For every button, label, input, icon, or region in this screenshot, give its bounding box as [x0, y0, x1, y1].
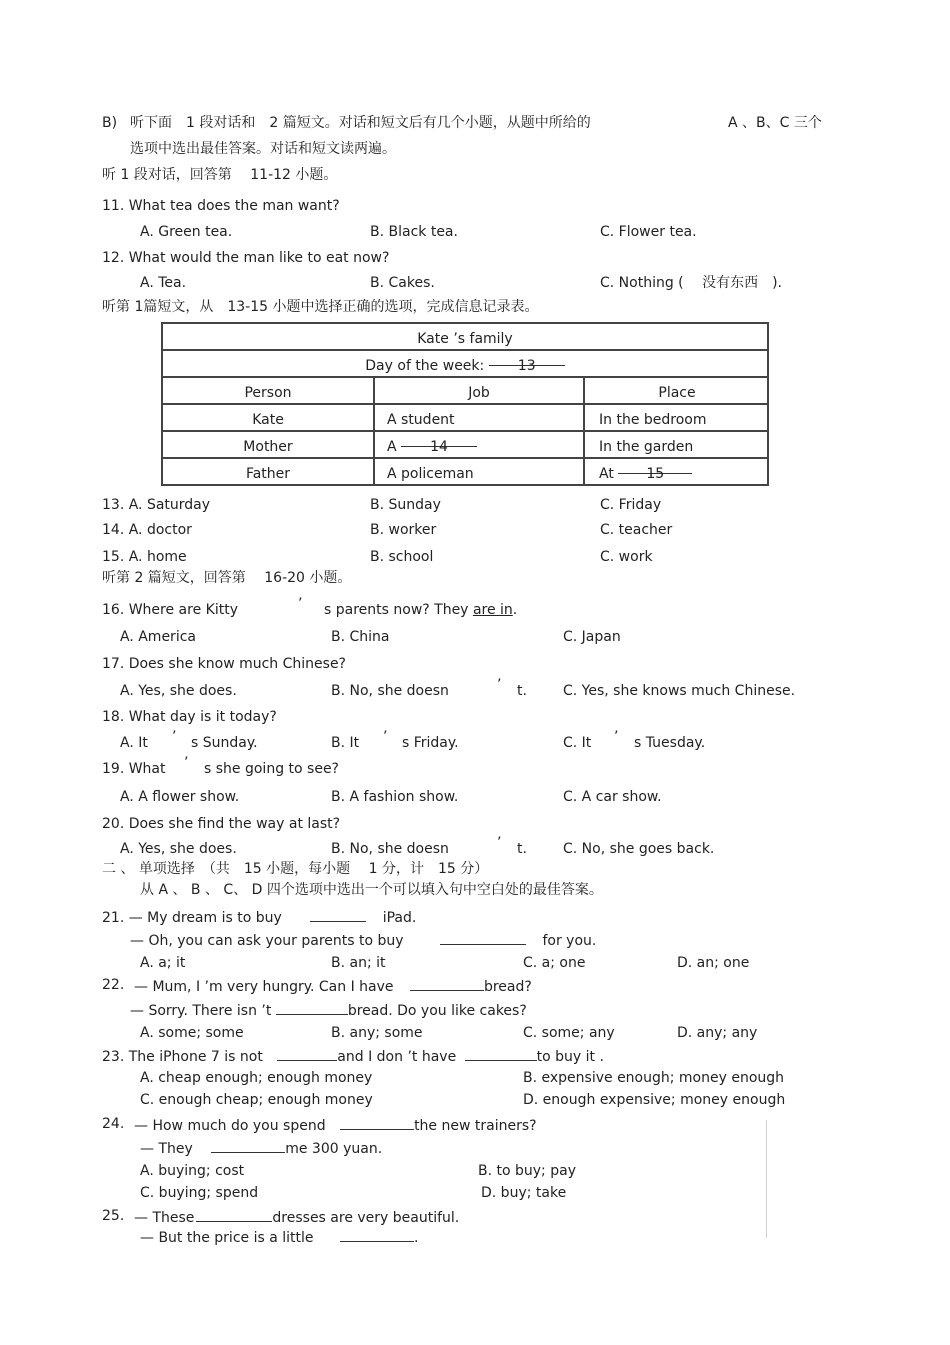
- q14-option-c: C. teacher: [600, 522, 673, 538]
- section-b-label: B): [102, 115, 118, 131]
- q21-line2-text: — Oh, you can ask your parents to buy: [130, 933, 404, 949]
- q21-option-c: C. a; one: [523, 955, 586, 971]
- header-person: Person: [163, 378, 375, 403]
- q17-option-a: A. Yes, she does.: [120, 683, 237, 699]
- q22-line1-text: — Mum, I ’m very hungry. Can I have: [134, 979, 394, 995]
- q16-stem-a: 16. Where are Kitty: [102, 602, 238, 618]
- q23-option-c: C. enough cheap; enough money: [140, 1092, 373, 1108]
- q25-line1-end: dresses are very beautiful.: [272, 1210, 460, 1226]
- q24-option-a: A. buying; cost: [140, 1163, 245, 1179]
- section-b-instruction-line2: 选项中选出最佳答案。对话和短文读两遍。: [130, 141, 396, 157]
- q19-apostrophe: ’: [184, 755, 189, 771]
- q16-stem-b: [324, 601, 517, 619]
- q24-line2: [140, 1138, 382, 1158]
- q19-option-a: A. A flower show.: [120, 789, 240, 805]
- q22-blank-2: [276, 1000, 348, 1015]
- q21-blank-1: [310, 907, 366, 922]
- q22-option-d: D. any; any: [677, 1025, 758, 1041]
- q17-option-b: B. No, she doesn: [331, 683, 449, 699]
- q23-stem: [102, 1046, 604, 1066]
- q18-option-a-end: s Sunday.: [191, 735, 258, 751]
- q24-number: 24.: [102, 1116, 125, 1132]
- q23-blank-2: [465, 1046, 537, 1061]
- q22-option-c: C. some; any: [523, 1025, 615, 1041]
- q20-option-b: B. No, she doesn: [331, 841, 449, 857]
- q16-stem-text: s parents now? They: [324, 602, 469, 618]
- day-label: Day of the week:: [365, 358, 485, 374]
- q21-line1-text: 21. — My dream is to buy: [102, 910, 282, 926]
- q23-blank-1: [277, 1046, 337, 1061]
- q23-option-a: A. cheap enough; enough money: [140, 1070, 373, 1086]
- table-row: [163, 459, 767, 484]
- q21-option-b: B. an; it: [331, 955, 386, 971]
- passage1-intro: 听第 1篇短文，从 13-15 小题中选择正确的选项，完成信息记录表。: [102, 299, 539, 315]
- q11-option-c: C. Flower tea.: [600, 224, 697, 240]
- place-cell: In the bedroom: [599, 412, 707, 428]
- q16-option-c: C. Japan: [563, 629, 621, 645]
- q20-option-b-end: t.: [517, 841, 527, 857]
- place-cell: In the garden: [599, 439, 694, 455]
- q25-line2: [140, 1227, 418, 1247]
- q18-option-c: C. It: [563, 735, 592, 751]
- q25-number: 25.: [102, 1208, 125, 1224]
- q21-blank-2: [440, 930, 526, 945]
- q16-stem-end: .: [512, 602, 518, 618]
- q20-apostrophe: ’: [497, 835, 502, 851]
- q24-blank-1: [340, 1115, 414, 1130]
- q20-option-c: C. No, she goes back.: [563, 841, 715, 857]
- q15-option-a: 15. A. home: [102, 549, 187, 565]
- q15-option-c: C. work: [600, 549, 653, 565]
- q16-option-b: B. China: [331, 629, 390, 645]
- q13-option-a: 13. A. Saturday: [102, 497, 211, 513]
- q18-apostrophe-b: ’: [383, 729, 388, 745]
- q11-option-a: A. Green tea.: [140, 224, 233, 240]
- part2-instruction: 从 A 、 B 、 C、 D 四个选项中选出一个可以填入句中空白处的最佳答案。: [140, 882, 603, 898]
- q22-line2: [130, 1000, 527, 1020]
- q18-option-b-end: s Friday.: [402, 735, 459, 751]
- q21-line2-end: for you.: [542, 933, 597, 949]
- q13-option-c: C. Friday: [600, 497, 662, 513]
- q18-option-a: A. It: [120, 735, 148, 751]
- q24-line1-text: — How much do you spend: [134, 1118, 326, 1134]
- q19-stem-a: 19. What: [102, 761, 166, 777]
- q25-line1-text: — These: [134, 1210, 195, 1226]
- q22-line1-end: bread?: [483, 979, 532, 995]
- info-record-table: [161, 322, 769, 486]
- q23-option-d: D. enough expensive; money enough: [523, 1092, 786, 1108]
- q17-stem: 17. Does she know much Chinese?: [102, 656, 346, 672]
- q14-option-a: 14. A. doctor: [102, 522, 192, 538]
- q25-blank-2: [340, 1227, 414, 1242]
- q25-line1: [134, 1207, 459, 1227]
- q15-option-b: B. school: [370, 549, 434, 565]
- q21-option-a: A. a; it: [140, 955, 186, 971]
- q24-line2-end: me 300 yuan.: [285, 1141, 383, 1157]
- q24-blank-2: [211, 1138, 285, 1153]
- dialog-intro: 听 1 段对话，回答第 11-12 小题。: [102, 167, 338, 183]
- q24-line1-end: the new trainers?: [414, 1118, 537, 1134]
- section-b-choices-label: A 、B、C 三个: [728, 115, 822, 131]
- q23-stem-b: and I don ’t have: [337, 1049, 457, 1065]
- q19-stem-b: s she going to see?: [204, 761, 339, 777]
- q17-apostrophe: ’: [497, 677, 502, 693]
- q25-line2-text: — But the price is a little: [140, 1230, 314, 1246]
- table-row: [163, 405, 767, 432]
- q17-option-c: C. Yes, she knows much Chinese.: [563, 683, 796, 699]
- q18-option-b: B. It: [331, 735, 360, 751]
- q16-option-a: A. America: [120, 629, 196, 645]
- q16-underlined: are in: [472, 602, 513, 618]
- table-title: Kate ’s family: [417, 331, 513, 347]
- q22-blank-1: [410, 976, 484, 991]
- q18-stem: 18. What day is it today?: [102, 709, 277, 725]
- place-blank-15: 15: [618, 459, 692, 474]
- header-place: Place: [658, 385, 696, 401]
- q11-stem: 11. What tea does the man want?: [102, 198, 340, 214]
- q24-option-b: B. to buy; pay: [478, 1163, 576, 1179]
- q13-option-b: B. Sunday: [370, 497, 441, 513]
- q21-line2: [130, 930, 596, 950]
- place-prefix: At: [599, 466, 614, 482]
- q24-option-c: C. buying; spend: [140, 1185, 259, 1201]
- q22-option-a: A. some; some: [140, 1025, 244, 1041]
- q22-line2-end: bread. Do you like cakes?: [347, 1003, 527, 1019]
- part2-title: 二 、 单项选择 （共 15 小题，每小题 1 分，计 15 分）: [102, 861, 489, 877]
- q24-line2-text: — They: [140, 1141, 193, 1157]
- q18-option-c-end: s Tuesday.: [634, 735, 706, 751]
- job-prefix: A: [387, 439, 397, 455]
- job-cell: A policeman: [375, 459, 585, 484]
- q22-line1: [134, 976, 532, 996]
- person-cell: Kate: [163, 405, 375, 430]
- q25-line2-end: .: [413, 1230, 419, 1246]
- q19-option-b: B. A fashion show.: [331, 789, 459, 805]
- q23-option-b: B. expensive enough; money enough: [523, 1070, 785, 1086]
- q23-stem-c: to buy it .: [536, 1049, 604, 1065]
- q21-line1-end: iPad.: [382, 910, 417, 926]
- q22-option-b: B. any; some: [331, 1025, 423, 1041]
- job-cell: [375, 432, 585, 457]
- q20-option-a: A. Yes, she does.: [120, 841, 237, 857]
- q24-option-d: D. buy; take: [481, 1185, 567, 1201]
- q24-line1: [134, 1115, 537, 1135]
- q21-option-d: D. an; one: [677, 955, 750, 971]
- q11-option-b: B. Black tea.: [370, 224, 458, 240]
- q17-option-b-end: t.: [517, 683, 527, 699]
- q19-option-c: C. A car show.: [563, 789, 662, 805]
- q21-line1: [102, 907, 416, 927]
- page-edge-line: [766, 1120, 767, 1238]
- place-cell: [587, 459, 767, 484]
- header-job: Job: [375, 378, 585, 403]
- table-day-row: [163, 351, 767, 376]
- q12-stem: 12. What would the man like to eat now?: [102, 250, 390, 266]
- q18-apostrophe-a: ’: [172, 729, 177, 745]
- q12-option-b: B. Cakes.: [370, 275, 435, 291]
- q23-stem-a: 23. The iPhone 7 is not: [102, 1049, 263, 1065]
- job-cell: A student: [375, 405, 585, 430]
- person-cell: Father: [163, 459, 375, 484]
- q14-option-b: B. worker: [370, 522, 437, 538]
- day-blank-13: 13: [489, 351, 565, 366]
- passage2-intro: 听第 2 篇短文，回答第 16-20 小题。: [102, 570, 352, 586]
- q12-option-c: C. Nothing ( 没有东西 ).: [600, 275, 782, 291]
- job-blank-14: 14: [401, 432, 477, 447]
- section-b-instruction-line1: 听下面 1 段对话和 2 篇短文。对话和短文后有几个小题，从题中所给的: [130, 115, 591, 131]
- q22-number: 22.: [102, 977, 125, 993]
- q12-option-a: A. Tea.: [140, 275, 187, 291]
- q20-stem: 20. Does she find the way at last?: [102, 816, 341, 832]
- q25-blank-1: [196, 1207, 272, 1222]
- q22-line2-text: — Sorry. There isn ’t: [130, 1003, 272, 1019]
- person-cell: Mother: [163, 432, 375, 457]
- q16-apostrophe: ’: [298, 596, 303, 612]
- table-row: [163, 432, 767, 459]
- q18-apostrophe-c: ’: [614, 729, 619, 745]
